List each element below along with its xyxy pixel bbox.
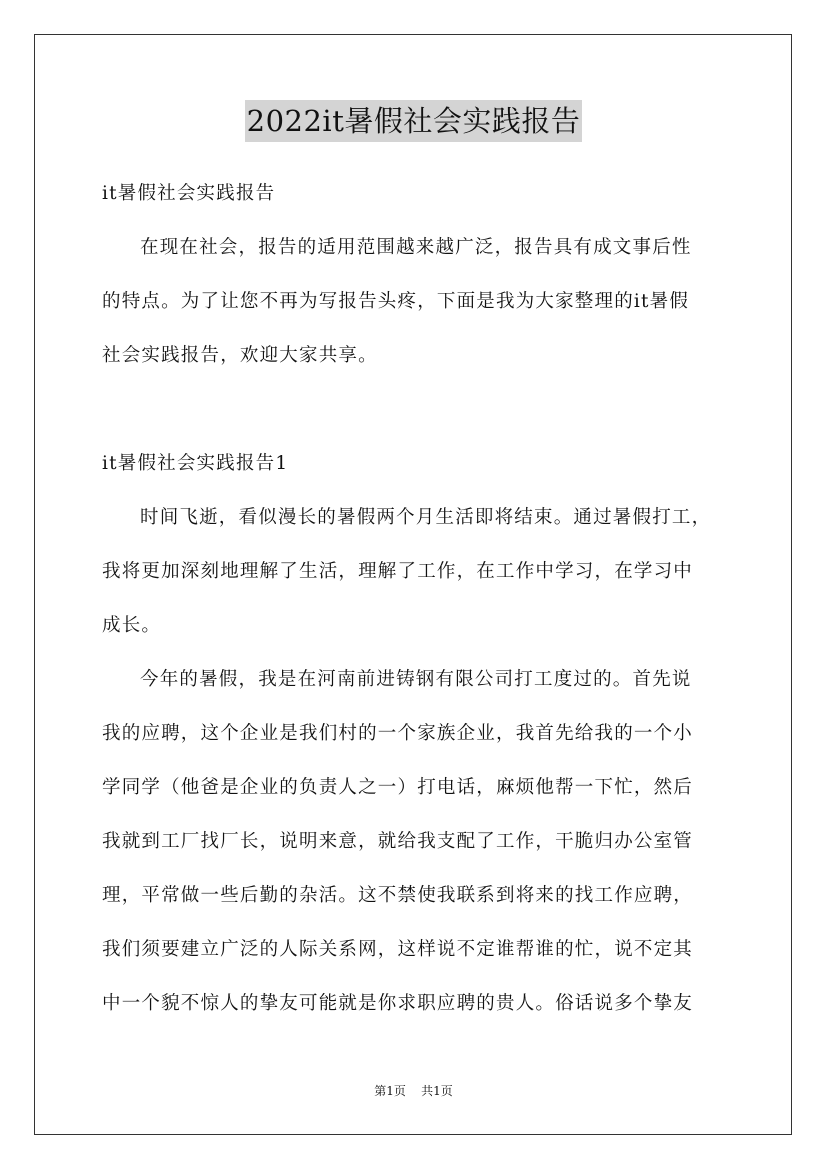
page-number-total: 共1页 [421,1084,453,1098]
paragraph-line: 今年的暑假，我是在河南前进铸钢有限公司打工度过的。首先说 [140,669,692,690]
section-heading: it暑假社会实践报告1 [102,453,289,474]
document-title: 2022it暑假社会实践报告 [245,100,583,142]
paragraph-line: 我就到工厂找厂长，说明来意，就给我支配了工作，干脆归办公室管 [102,831,694,852]
paragraph-line: 我的应聘，这个企业是我们村的一个家族企业，我首先给我的一个小 [102,723,694,744]
paragraph-line: 时间飞逝，看似漫长的暑假两个月生活即将结束。通过暑假打工， [140,507,712,528]
paragraph-line: 我将更加深刻地理解了生活，理解了工作，在工作中学习，在学习中 [102,561,694,582]
page-number-current: 第1页 [374,1084,406,1098]
page-footer [0,1083,827,1099]
paragraph-line: 成长。 [102,615,162,636]
paragraph-line: 学同学（他爸是企业的负责人之一）打电话，麻烦他帮一下忙，然后 [102,777,694,798]
section-heading: it暑假社会实践报告 [102,183,276,204]
paragraph-line: 的特点。为了让您不再为写报告头疼，下面是我为大家整理的it暑假 [102,291,690,312]
paragraph-line: 社会实践报告，欢迎大家共享。 [102,345,378,366]
paragraph-line: 理，平常做一些后勤的杂活。这不禁使我联系到将来的找工作应聘， [102,885,694,906]
paragraph-line: 中一个貌不惊人的挚友可能就是你求职应聘的贵人。俗话说多个挚友 [102,993,694,1014]
paragraph-line: 我们须要建立广泛的人际关系网，这样说不定谁帮谁的忙，说不定其 [102,939,694,960]
paragraph-line: 在现在社会，报告的适用范围越来越广泛，报告具有成文事后性 [140,237,692,258]
title-container [0,100,827,142]
